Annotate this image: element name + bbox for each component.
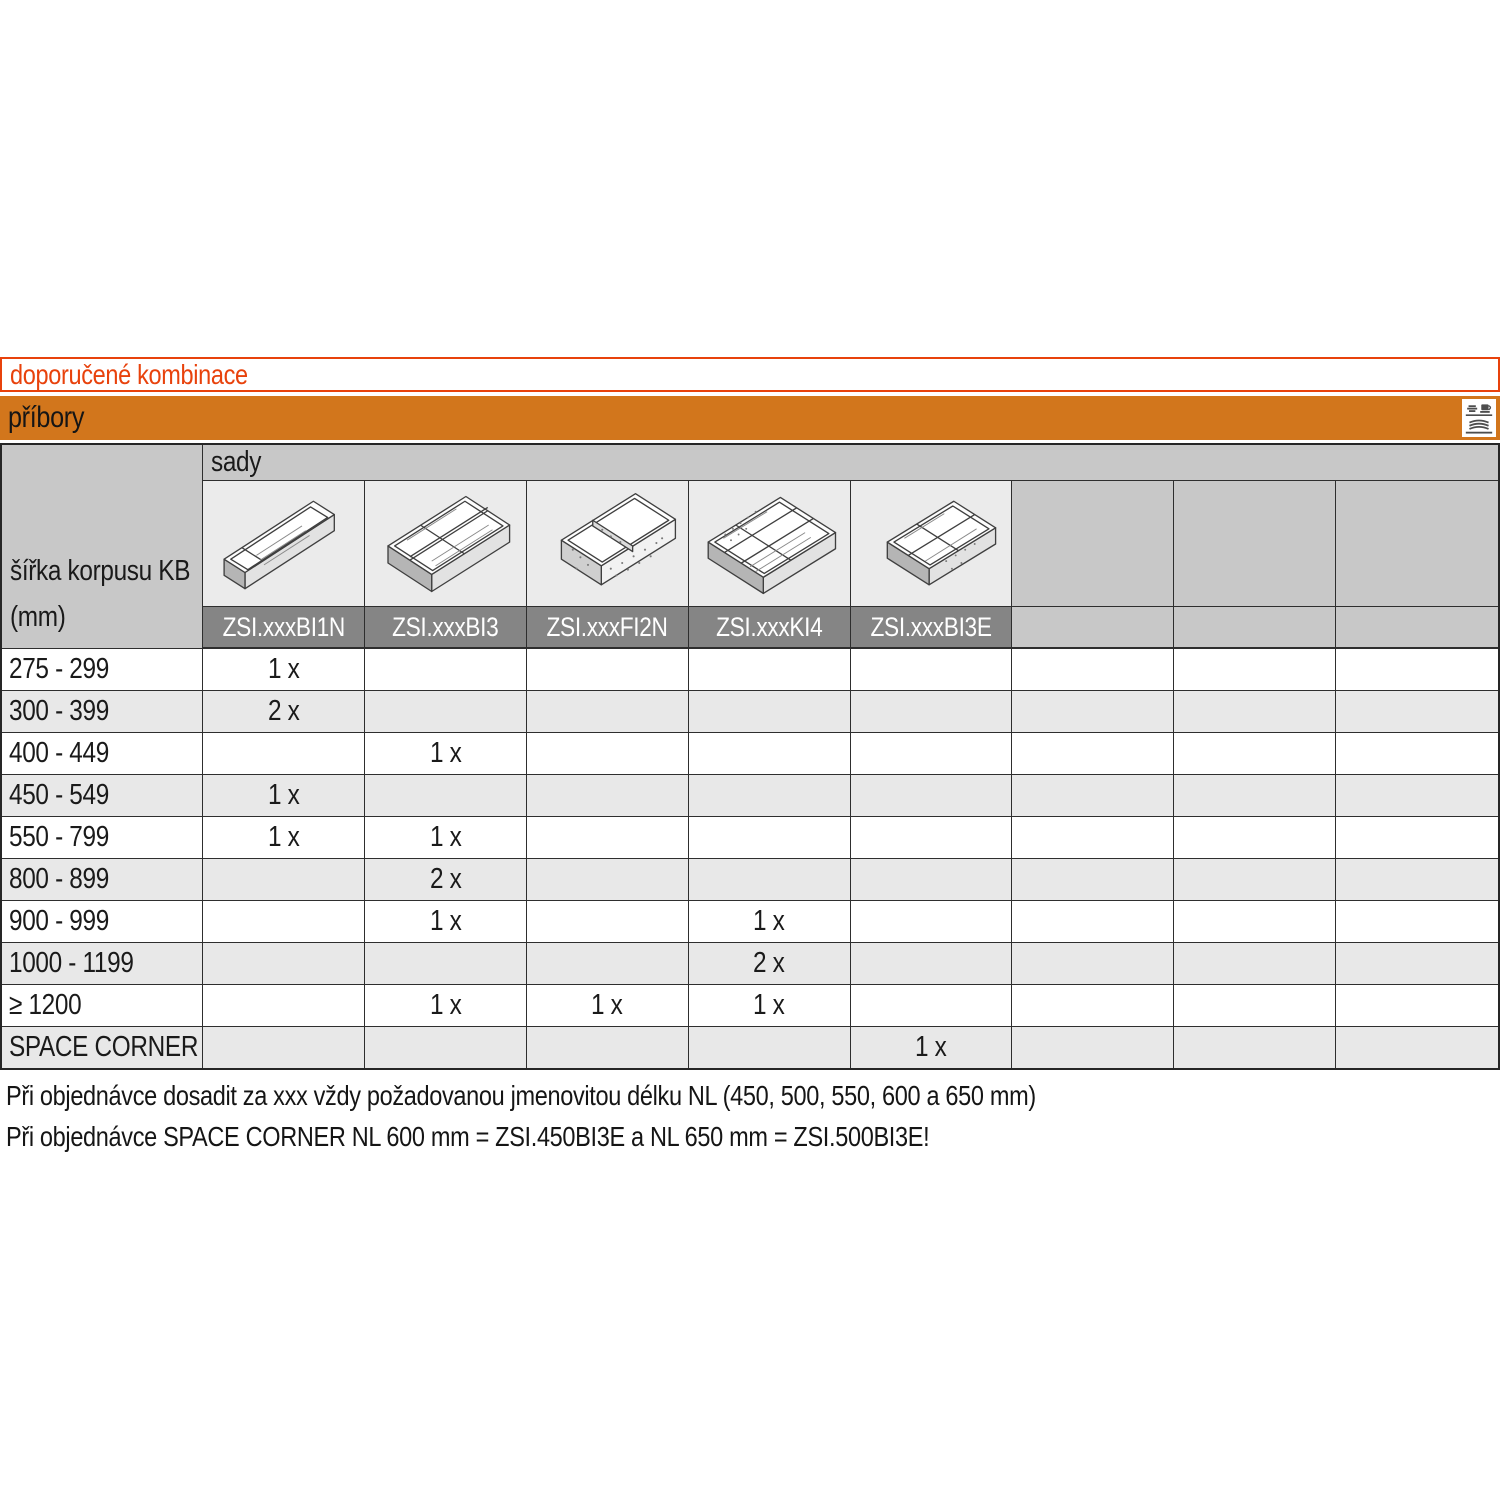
- quantity-cell: [1012, 774, 1174, 816]
- row-label: 400 - 449: [2, 732, 203, 774]
- row-label: 900 - 999: [2, 900, 203, 942]
- table-row: [2, 900, 1498, 942]
- product-code-bi3e: ZSI.xxxBI3E: [851, 607, 1013, 648]
- empty-code-cell: [1336, 607, 1498, 648]
- cutlery-insert-bi3-image: [369, 484, 521, 604]
- table-row: [2, 858, 1498, 900]
- quantity-cell: 2 x: [365, 858, 527, 900]
- quantity-cell: [1174, 942, 1336, 984]
- cabinet-width-unit: (mm): [10, 601, 66, 633]
- quantity-cell: [1174, 774, 1336, 816]
- quantity-cell: 2 x: [689, 942, 851, 984]
- quantity-cell: 1 x: [203, 648, 365, 690]
- table-header: [2, 445, 1498, 648]
- quantity-cell: 1 x: [365, 900, 527, 942]
- quantity-cell: [1174, 732, 1336, 774]
- row-label: 800 - 899: [2, 858, 203, 900]
- quantity-cell: [365, 690, 527, 732]
- product-code-bi1n: ZSI.xxxBI1N: [203, 607, 365, 648]
- row-label: ≥ 1200: [2, 984, 203, 1026]
- quantity-cell: [1336, 984, 1498, 1026]
- quantity-cell: 1 x: [527, 984, 689, 1026]
- quantity-cell: [527, 816, 689, 858]
- empty-code-cell: [1012, 607, 1174, 648]
- table-body: [2, 648, 1498, 1068]
- quantity-cell: [527, 942, 689, 984]
- quantity-cell: [1012, 816, 1174, 858]
- row-label: SPACE CORNER: [2, 1026, 203, 1068]
- row-label: 450 - 549: [2, 774, 203, 816]
- cabinet-width-header-cell: [2, 445, 203, 648]
- quantity-cell: [689, 648, 851, 690]
- quantity-cell: [1012, 1026, 1174, 1068]
- quantity-cell: [1336, 942, 1498, 984]
- table-row: [2, 942, 1498, 984]
- product-image-cell-bi3: [365, 481, 527, 607]
- quantity-cell: 1 x: [689, 984, 851, 1026]
- product-image-cell-ki4: [689, 481, 851, 607]
- table-row: [2, 984, 1498, 1026]
- quantity-cell: [1174, 900, 1336, 942]
- dishes-and-cup-icon: [1464, 400, 1494, 436]
- quantity-cell: [1336, 732, 1498, 774]
- quantity-cell: [851, 816, 1013, 858]
- product-code-fi2n: ZSI.xxxFI2N: [527, 607, 689, 648]
- quantity-cell: [1012, 984, 1174, 1026]
- quantity-cell: [1336, 816, 1498, 858]
- table-row: [2, 732, 1498, 774]
- cutlery-insert-bi1n-image: [207, 484, 359, 604]
- quantity-cell: 1 x: [365, 984, 527, 1026]
- row-label: 300 - 399: [2, 690, 203, 732]
- quantity-cell: [1174, 690, 1336, 732]
- quantity-cell: [527, 732, 689, 774]
- cabinet-width-label: šířka korpusu KB: [10, 555, 191, 587]
- quantity-cell: 1 x: [365, 816, 527, 858]
- quantity-cell: [203, 858, 365, 900]
- quantity-cell: [1336, 900, 1498, 942]
- empty-image-cell: [1336, 481, 1498, 607]
- table-row: [2, 774, 1498, 816]
- quantity-cell: [527, 858, 689, 900]
- table-row: [2, 1026, 1498, 1068]
- frame-insert-fi2n-image: [531, 484, 683, 604]
- quantity-cell: [851, 984, 1013, 1026]
- quantity-cell: 2 x: [203, 690, 365, 732]
- tableware-icon: [1462, 399, 1496, 437]
- quantity-cell: 1 x: [365, 732, 527, 774]
- quantity-cell: [1336, 1026, 1498, 1068]
- quantity-cell: [851, 942, 1013, 984]
- quantity-cell: [1174, 1026, 1336, 1068]
- quantity-cell: [1012, 648, 1174, 690]
- quantity-cell: 1 x: [851, 1026, 1013, 1068]
- quantity-cell: [689, 732, 851, 774]
- quantity-cell: [851, 774, 1013, 816]
- banner-label: doporučené kombinace: [10, 358, 248, 390]
- category-label: příbory: [8, 401, 85, 434]
- quantity-cell: 1 x: [203, 816, 365, 858]
- corner-insert-bi3e-image: [855, 484, 1007, 604]
- quantity-cell: [851, 648, 1013, 690]
- product-image-cell-bi3e: [851, 481, 1013, 607]
- empty-image-cell: [1174, 481, 1336, 607]
- row-label: 1000 - 1199: [2, 942, 203, 984]
- quantity-cell: [527, 1026, 689, 1068]
- quantity-cell: [1174, 816, 1336, 858]
- quantity-cell: [689, 1026, 851, 1068]
- quantity-cell: [1012, 942, 1174, 984]
- footnote-space-corner-note: Při objednávce SPACE CORNER NL 600 mm = ZSI.450BI3E a NL 650 mm = ZSI.500BI3E!: [6, 1121, 930, 1152]
- quantity-cell: [527, 690, 689, 732]
- quantity-cell: [1012, 690, 1174, 732]
- quantity-cell: [689, 774, 851, 816]
- quantity-cell: 1 x: [203, 774, 365, 816]
- quantity-cell: [851, 690, 1013, 732]
- row-label: 275 - 299: [2, 648, 203, 690]
- quantity-cell: [365, 1026, 527, 1068]
- quantity-cell: [203, 984, 365, 1026]
- quantity-cell: [851, 732, 1013, 774]
- combi-insert-ki4-image: [693, 484, 845, 604]
- product-image-cell-bi1n: [203, 481, 365, 607]
- sets-header-cell: [203, 445, 1498, 481]
- quantity-cell: [689, 858, 851, 900]
- quantity-cell: [527, 774, 689, 816]
- quantity-cell: [203, 942, 365, 984]
- quantity-cell: [851, 900, 1013, 942]
- quantity-cell: [1336, 858, 1498, 900]
- footnote-ordering-note: Při objednávce dosadit za xxx vždy požadovanou jmenovitou délku NL (450, 500, 550, 600 a 650 mm): [6, 1080, 1036, 1111]
- table-row: [2, 690, 1498, 732]
- quantity-cell: [1174, 648, 1336, 690]
- quantity-cell: [527, 648, 689, 690]
- table-row: [2, 648, 1498, 690]
- product-code-ki4: ZSI.xxxKI4: [689, 607, 851, 648]
- quantity-cell: [689, 690, 851, 732]
- quantity-cell: [527, 900, 689, 942]
- quantity-cell: [365, 648, 527, 690]
- quantity-cell: [203, 1026, 365, 1068]
- empty-image-cell: [1012, 481, 1174, 607]
- quantity-cell: [1012, 732, 1174, 774]
- recommended-combinations-banner: [0, 357, 1500, 392]
- quantity-cell: [1174, 858, 1336, 900]
- quantity-cell: [1336, 690, 1498, 732]
- table-row: [2, 816, 1498, 858]
- category-bar: [0, 396, 1500, 440]
- product-image-cell-fi2n: [527, 481, 689, 607]
- combinations-table: [0, 443, 1500, 1070]
- quantity-cell: [689, 816, 851, 858]
- quantity-cell: [1336, 774, 1498, 816]
- quantity-cell: [365, 774, 527, 816]
- quantity-cell: [365, 942, 527, 984]
- quantity-cell: [1174, 984, 1336, 1026]
- quantity-cell: [1336, 648, 1498, 690]
- quantity-cell: 1 x: [689, 900, 851, 942]
- product-code-bi3: ZSI.xxxBI3: [365, 607, 527, 648]
- quantity-cell: [1012, 900, 1174, 942]
- quantity-cell: [203, 900, 365, 942]
- empty-code-cell: [1174, 607, 1336, 648]
- sets-header-label: sady: [211, 446, 262, 478]
- quantity-cell: [1012, 858, 1174, 900]
- row-label: 550 - 799: [2, 816, 203, 858]
- quantity-cell: [203, 732, 365, 774]
- quantity-cell: [851, 858, 1013, 900]
